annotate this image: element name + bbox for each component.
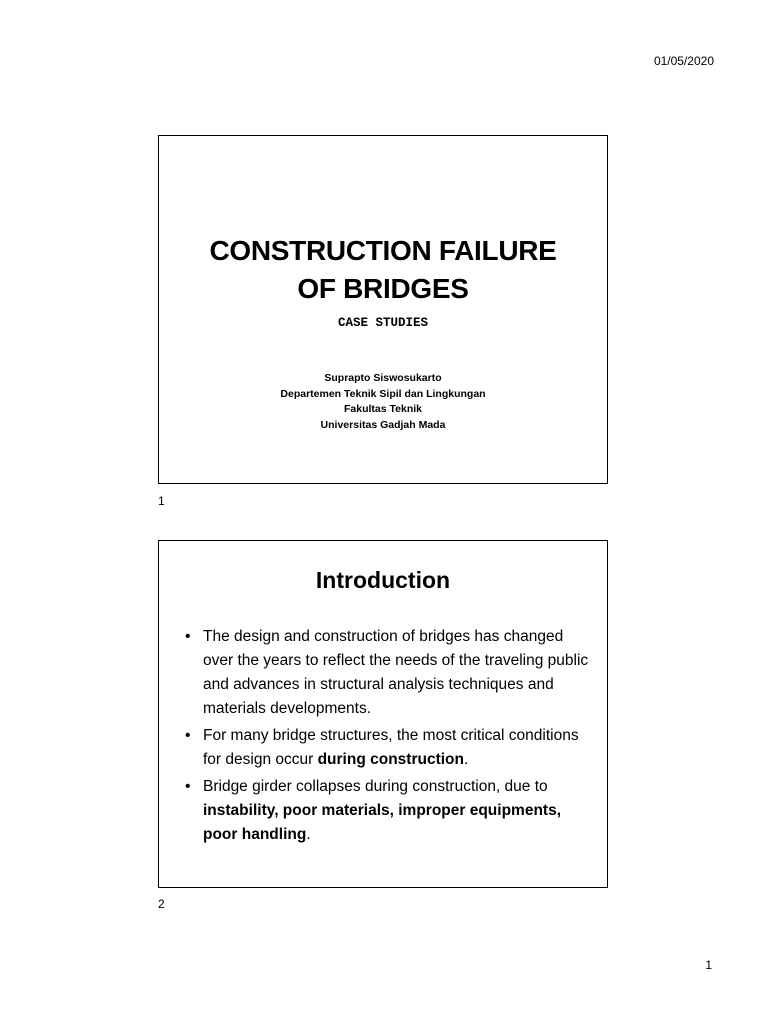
slide-2 <box>158 540 608 888</box>
document-date: 01/05/2020 <box>653 54 714 68</box>
author-faculty: Fakultas Teknik <box>343 403 422 415</box>
author-department: Departemen Teknik Sipil dan Lingkungan <box>280 387 486 400</box>
slide-1-number: 1 <box>158 494 165 508</box>
bullet-text: For many bridge structures, the most critical conditions for design occur <box>203 727 579 768</box>
title-line-1: CONSTRUCTION FAILURE <box>209 235 557 266</box>
bullet-item <box>185 625 589 721</box>
bullet-text: The design and construction of bridges has changed over the years to reflect the needs of the traveling public and advances in structural analysis techniques and materials developments. <box>203 628 589 717</box>
bullet-text: Bridge girder collapses during construction, due to <box>203 778 548 795</box>
bullet-item <box>185 724 589 772</box>
bullet-punctuation: . <box>463 751 469 768</box>
author-block <box>159 371 607 433</box>
title-line-2: OF BRIDGES <box>297 273 469 304</box>
slide-subtitle: CASE STUDIES <box>337 316 428 330</box>
bullet-item <box>185 775 589 847</box>
author-university: Universitas Gadjah Mada <box>320 418 446 431</box>
slide-title: Introduction <box>315 567 451 593</box>
author-name: Suprapto Siswosukarto <box>324 372 442 384</box>
slide-2-number: 2 <box>158 897 165 911</box>
bullet-list <box>185 625 589 850</box>
bullet-emphasis: during construction <box>317 751 464 768</box>
bullet-emphasis: instability, poor materials, improper equipments, poor handling <box>203 802 562 843</box>
page-number: 1 <box>705 958 712 972</box>
bullet-punctuation: . <box>306 826 311 843</box>
slide-title <box>159 232 607 308</box>
slide-1 <box>158 135 608 484</box>
